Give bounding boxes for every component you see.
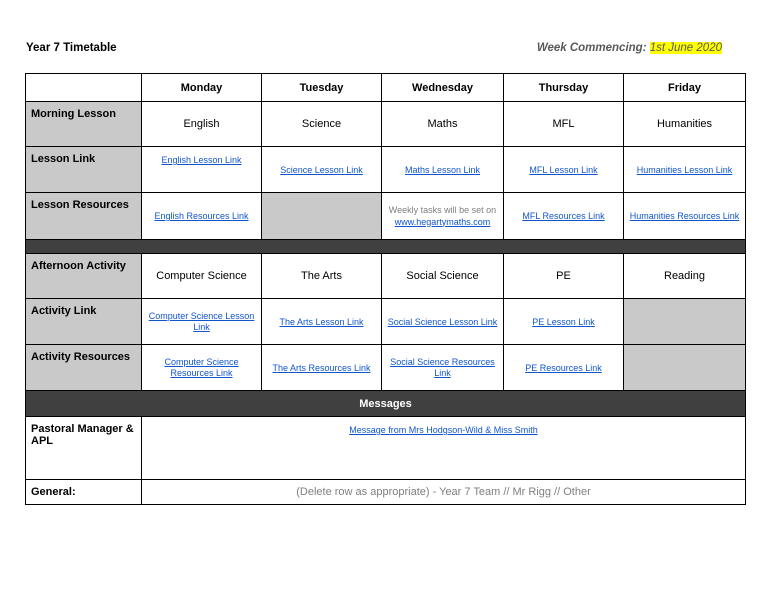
activity-link-cell-thursday bbox=[504, 299, 624, 345]
lesson-link-cell-thursday bbox=[504, 147, 624, 193]
mfl-resources-link[interactable]: MFL Resources Link bbox=[522, 211, 605, 221]
activity-resources-cell-friday-empty bbox=[624, 345, 746, 391]
lesson-link-cell-monday bbox=[142, 147, 262, 193]
corner-cell bbox=[26, 74, 142, 102]
pastoral-row bbox=[26, 417, 746, 480]
lesson-resources-cell-monday bbox=[142, 193, 262, 240]
week-commencing bbox=[537, 42, 722, 54]
row-label-activity-resources: Activity Resources bbox=[26, 345, 142, 391]
lesson-link-cell-wednesday bbox=[382, 147, 504, 193]
row-label-morning-lesson: Morning Lesson bbox=[26, 102, 142, 147]
pastoral-message-cell bbox=[142, 417, 746, 480]
day-wednesday: Wednesday bbox=[382, 74, 504, 102]
lesson-resources-row bbox=[26, 193, 746, 240]
row-label-afternoon-activity: Afternoon Activity bbox=[26, 254, 142, 299]
lesson-link-cell-friday bbox=[624, 147, 746, 193]
week-date: 1st June 2020 bbox=[649, 42, 722, 54]
general-note: (Delete row as appropriate) - Year 7 Team // Mr Rigg // Other bbox=[142, 480, 746, 505]
afternoon-activity-row bbox=[26, 254, 746, 299]
morning-subject-thursday: MFL bbox=[504, 102, 624, 147]
activity-link-cell-friday-empty bbox=[624, 299, 746, 345]
day-monday: Monday bbox=[142, 74, 262, 102]
afternoon-subject-wednesday: Social Science bbox=[382, 254, 504, 299]
activity-resources-cell-thursday bbox=[504, 345, 624, 391]
pastoral-message-link[interactable]: Message from Mrs Hodgson-Wild & Miss Smith bbox=[349, 425, 538, 435]
the-arts-resources-link[interactable]: The Arts Resources Link bbox=[272, 362, 371, 373]
activity-link-cell-wednesday bbox=[382, 299, 504, 345]
afternoon-subject-tuesday: The Arts bbox=[262, 254, 382, 299]
activity-resources-cell-monday bbox=[142, 345, 262, 391]
hegartymaths-link[interactable]: www.hegartymaths.com bbox=[394, 216, 491, 227]
activity-link-row bbox=[26, 299, 746, 345]
timetable-table bbox=[25, 73, 746, 505]
pe-resources-link[interactable]: PE Resources Link bbox=[525, 362, 602, 373]
messages-heading: Messages bbox=[26, 391, 746, 417]
humanities-resources-link[interactable]: Humanities Resources Link bbox=[629, 211, 740, 221]
activity-resources-cell-tuesday bbox=[262, 345, 382, 391]
row-label-pastoral-manager: Pastoral Manager & APL bbox=[26, 417, 142, 480]
activity-link-cell-monday bbox=[142, 299, 262, 345]
pe-lesson-link[interactable]: PE Lesson Link bbox=[532, 316, 595, 327]
afternoon-subject-thursday: PE bbox=[504, 254, 624, 299]
lesson-resources-cell-tuesday-empty bbox=[262, 193, 382, 240]
row-label-activity-link: Activity Link bbox=[26, 299, 142, 345]
day-tuesday: Tuesday bbox=[262, 74, 382, 102]
science-lesson-link[interactable]: Science Lesson Link bbox=[280, 164, 363, 175]
row-label-lesson-resources: Lesson Resources bbox=[26, 193, 142, 240]
maths-lesson-link[interactable]: Maths Lesson Link bbox=[404, 164, 481, 175]
afternoon-subject-friday: Reading bbox=[624, 254, 746, 299]
mfl-lesson-link[interactable]: MFL Lesson Link bbox=[529, 164, 598, 175]
computer-science-resources-link[interactable]: Computer Science Resources Link bbox=[164, 356, 239, 378]
messages-header-row bbox=[26, 391, 746, 417]
the-arts-lesson-link[interactable]: The Arts Lesson Link bbox=[279, 316, 364, 327]
row-label-general: General: bbox=[26, 480, 142, 505]
page-title: Year 7 Timetable bbox=[26, 42, 117, 54]
social-science-resources-link[interactable]: Social Science Resources Link bbox=[390, 356, 495, 378]
morning-subject-friday: Humanities bbox=[624, 102, 746, 147]
day-friday: Friday bbox=[624, 74, 746, 102]
lesson-resources-cell-wednesday bbox=[382, 193, 504, 240]
morning-subject-tuesday: Science bbox=[262, 102, 382, 147]
morning-subject-wednesday: Maths bbox=[382, 102, 504, 147]
afternoon-subject-monday: Computer Science bbox=[142, 254, 262, 299]
divider-bar bbox=[26, 240, 746, 254]
computer-science-lesson-link[interactable]: Computer Science Lesson Link bbox=[148, 310, 255, 332]
day-header-row bbox=[26, 74, 746, 102]
activity-resources-row bbox=[26, 345, 746, 391]
week-label: Week Commencing: bbox=[536, 42, 647, 54]
humanities-lesson-link[interactable]: Humanities Lesson Link bbox=[636, 164, 733, 175]
morning-lesson-row bbox=[26, 102, 746, 147]
lesson-resources-cell-friday bbox=[624, 193, 746, 240]
lesson-link-cell-tuesday bbox=[262, 147, 382, 193]
general-row bbox=[26, 480, 746, 505]
lesson-resources-cell-thursday bbox=[504, 193, 624, 240]
hegartymaths-note: Weekly tasks will be set on bbox=[388, 204, 497, 215]
day-thursday: Thursday bbox=[504, 74, 624, 102]
english-lesson-link[interactable]: English Lesson Link bbox=[161, 155, 242, 165]
lesson-link-row bbox=[26, 147, 746, 193]
divider-row bbox=[26, 240, 746, 254]
morning-subject-monday: English bbox=[142, 102, 262, 147]
row-label-lesson-link: Lesson Link bbox=[26, 147, 142, 193]
english-resources-link[interactable]: English Resources Link bbox=[154, 211, 249, 221]
activity-link-cell-tuesday bbox=[262, 299, 382, 345]
social-science-lesson-link[interactable]: Social Science Lesson Link bbox=[387, 316, 498, 327]
activity-resources-cell-wednesday bbox=[382, 345, 504, 391]
